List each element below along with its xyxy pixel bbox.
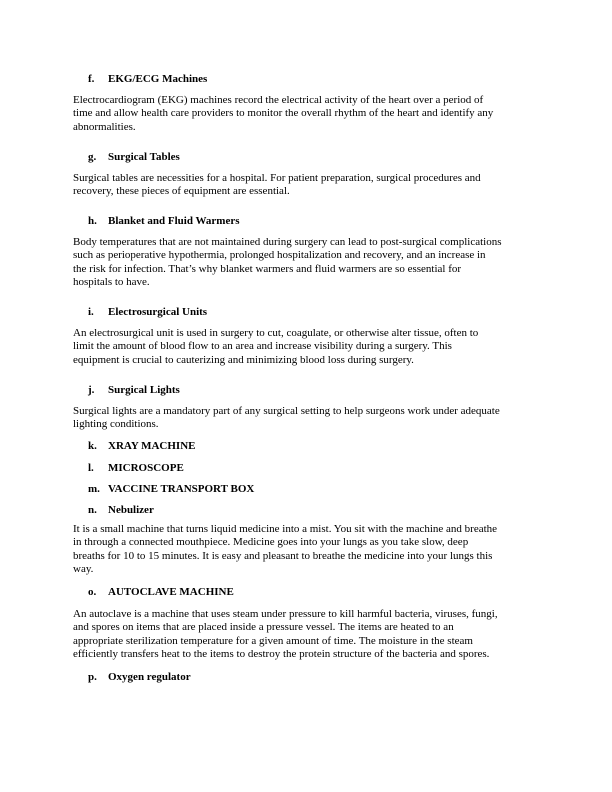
paragraph-line: Body temperatures that are not maintained during surgery can lead to post-surgical complications xyxy=(73,236,502,248)
section-title: Oxygen regulator xyxy=(108,671,191,683)
section-title: XRAY MACHINE xyxy=(108,440,196,452)
paragraph-line: hospitals to have. xyxy=(73,275,150,288)
paragraph-line: Surgical tables are necessities for a hospital. For patient preparation, surgical procedures and xyxy=(73,172,481,184)
section-label: f. xyxy=(88,73,95,85)
paragraph-line: It is a small machine that turns liquid medicine into a mist. You sit with the machine and breathe xyxy=(73,523,498,535)
section-label: h. xyxy=(88,215,97,227)
section-label: p. xyxy=(88,671,97,683)
paragraph-line: lighting conditions. xyxy=(73,418,159,431)
section-paragraph xyxy=(73,94,545,134)
section-heading xyxy=(88,586,234,599)
section-paragraph xyxy=(73,405,545,432)
paragraph-line: abnormalities. xyxy=(73,120,136,133)
section-heading xyxy=(88,671,191,684)
section-heading xyxy=(88,215,240,228)
section-label: n. xyxy=(88,504,97,516)
section-heading xyxy=(88,151,180,164)
paragraph-line: An electrosurgical unit is used in surgery to cut, coagulate, or otherwise alter tissue, often to xyxy=(73,327,479,339)
section-heading xyxy=(88,384,180,397)
paragraph-line: Electrocardiogram (EKG) machines record the electrical activity of the heart over a period of xyxy=(73,94,484,106)
paragraph-line: in through a connected mouthpiece. Medicine goes into your lungs as you take slow, deep xyxy=(73,536,469,549)
paragraph-line: way. xyxy=(73,562,94,575)
section-title: Blanket and Fluid Warmers xyxy=(108,215,240,227)
section-label: i. xyxy=(88,306,94,318)
section-title: Surgical Lights xyxy=(108,384,180,396)
section-label: j. xyxy=(88,384,95,396)
section-paragraph xyxy=(73,608,545,661)
section-paragraph xyxy=(73,523,545,576)
section-label: m. xyxy=(88,483,100,495)
section-title: Surgical Tables xyxy=(108,151,180,163)
section-title: MICROSCOPE xyxy=(108,462,184,474)
section-heading xyxy=(88,504,154,517)
paragraph-line: efficiently transfers heat to the items to destroy the protein structure of the bacteria and spores. xyxy=(73,647,490,660)
section-title: Nebulizer xyxy=(108,504,154,516)
paragraph-line: Surgical lights are a mandatory part of any surgical setting to help surgeons work under adequate xyxy=(73,405,500,417)
section-label: o. xyxy=(88,586,97,598)
section-title: EKG/ECG Machines xyxy=(108,73,208,85)
section-label: k. xyxy=(88,440,97,452)
paragraph-line: breaths for 10 to 15 minutes. It is easy and pleasant to breathe the medicine into your lungs this xyxy=(73,549,493,562)
paragraph-line: and spores on items that are placed inside a pressure vessel. The items are heated to an xyxy=(73,621,454,634)
section-heading xyxy=(88,306,207,319)
section-label: l. xyxy=(88,462,94,474)
section-title: VACCINE TRANSPORT BOX xyxy=(108,483,255,495)
section-title: Electrosurgical Units xyxy=(108,306,208,318)
section-paragraph xyxy=(73,327,545,367)
paragraph-line: time and allow health care providers to monitor the overall rhythm of the heart and identify any xyxy=(73,107,494,120)
paragraph-line: appropriate sterilization temperature for a given amount of time. The moisture in the steam xyxy=(73,634,473,647)
paragraph-line: limit the amount of blood flow to an area and increase visibility during a surgery. This xyxy=(73,340,452,353)
section-label: g. xyxy=(88,151,97,163)
section-heading xyxy=(88,483,254,496)
section-heading xyxy=(88,73,207,86)
section-heading xyxy=(88,440,196,453)
section-title: AUTOCLAVE MACHINE xyxy=(108,586,234,598)
section-paragraph xyxy=(73,236,545,289)
paragraph-line: the risk for infection. That’s why blanket warmers and fluid warmers are so essential for xyxy=(73,262,462,275)
paragraph-line: such as perioperative hypothermia, prolonged hospitalization and recovery, and an increase in xyxy=(73,249,486,262)
paragraph-line: recovery, these pieces of equipment are essential. xyxy=(73,185,290,198)
paragraph-line: equipment is crucial to cauterizing and minimizing blood loss during surgery. xyxy=(73,353,414,366)
section-heading xyxy=(88,462,184,475)
section-paragraph xyxy=(73,172,545,199)
paragraph-line: An autoclave is a machine that uses steam under pressure to kill harmful bacteria, viruses, fungi, xyxy=(73,608,498,620)
